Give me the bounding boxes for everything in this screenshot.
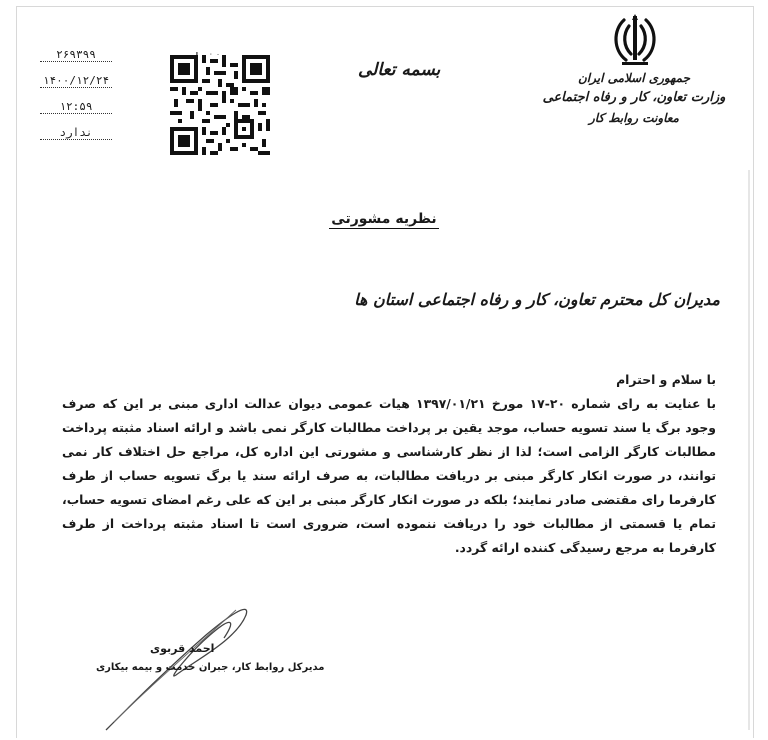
body-paragraph: با عنایت به رای شماره ۲۰-۱۷ مورخ ۱۳۹۷/۰۱/۲۱ هیات عمومی دیوان عدالت اداری مبنی بر این که صرف وجود برگ یا سند تسویه حساب، موجد یقین بر پرداخت مطالبات کارگر نمی باشد و ارائه اسناد مثبته پرداخت مطالبات کارگر الزامی است؛ لذا از نظر کارشناسی و مشورتی این اداره کل، مراجع حل اختلاف کار نمی توانند، در صورت انکار کارگر مبنی بر دریافت مطالبات، به صرف ارائه سند یا برگ تسویه حساب از طرف کارفرما رای مقتضی صادر نمایند؛ بلکه در صورت انکار کارگر مبنی بر این که علی رغم امضای تسویه حساب، تمام یا قسمتی از مطالبات خود را دریافت ننموده است، ضروری است تا اسناد مثبته پرداخت از طرف کارفرما به مرجع رسیدگی کننده ارائه گردد. bbox=[62, 396, 716, 555]
time-value: ۱۲:۵۹ bbox=[40, 100, 112, 114]
addressee: مدیران کل محترم تعاون، کار و رفاه اجتماعی استان ها bbox=[354, 290, 720, 309]
attachment-value: ندارد bbox=[40, 126, 112, 140]
iran-emblem-icon bbox=[610, 12, 660, 68]
signer-title: مدیرکل روابط کار، جبران خدمت و بیمه بیکاری bbox=[96, 662, 325, 673]
number-value: ۲۶۹۳۹۹ bbox=[40, 48, 112, 62]
signer-name: احمد قربوی bbox=[150, 642, 215, 655]
date-value: ۱۴۰۰/۱۲/۲۴ bbox=[40, 74, 112, 88]
document-title bbox=[0, 208, 768, 227]
page-edge-shadow bbox=[748, 170, 750, 730]
organization-block bbox=[534, 68, 734, 128]
document-title-text: نظریه مشورتی bbox=[331, 211, 437, 227]
greeting: با سلام و احترام bbox=[616, 372, 716, 387]
bismillah-heading: بسمه تعالی bbox=[358, 60, 441, 80]
qr-code bbox=[170, 52, 270, 158]
org-line-country: جمهوری اسلامی ایران bbox=[577, 71, 691, 85]
org-line-deputy: معاونت روابط کار bbox=[589, 111, 679, 125]
letter-body bbox=[62, 368, 716, 560]
org-line-ministry: وزارت تعاون، کار و رفاه اجتماعی bbox=[542, 90, 726, 105]
